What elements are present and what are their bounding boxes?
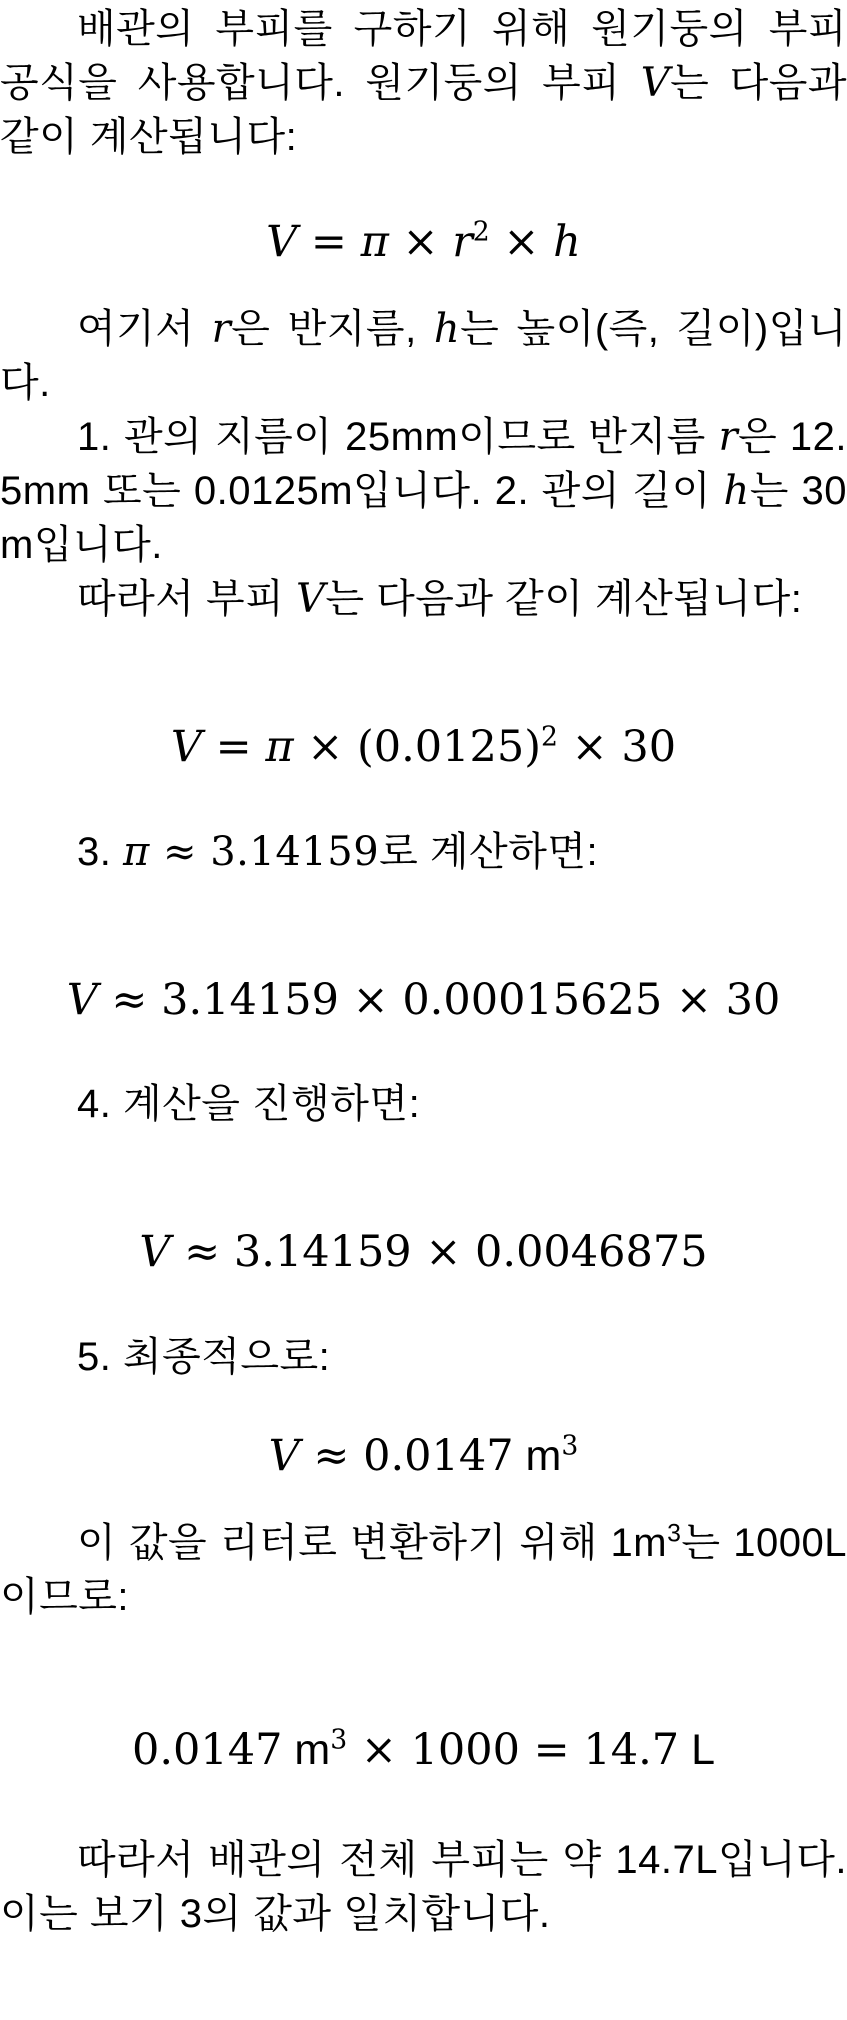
math-number: 3.14159 (233, 1227, 412, 1278)
formula-pi-expansion (0, 974, 847, 1028)
math-operator: × (338, 974, 403, 1025)
text-run: 는 30m입니다. (0, 468, 847, 567)
math-variable: π (265, 721, 294, 772)
math-variable: h (723, 467, 750, 514)
math-operator: × (489, 217, 554, 267)
text-run: 은 12.5mm 또는 0.0125m입니다. 2. 관의 길이 (0, 414, 847, 513)
superscript: 3 (330, 1724, 348, 1756)
math-operator: ≈ (299, 1431, 364, 1481)
math-number: 0.0147 (131, 1724, 283, 1775)
math-number: 0.0125 (373, 721, 525, 772)
math-operator: ≈ (149, 828, 211, 875)
math-number: 0.00015625 (402, 974, 663, 1025)
math-operator: = (201, 721, 266, 772)
formula-substitution (0, 721, 847, 775)
math-variable: h (433, 305, 461, 352)
paragraph-conclusion (0, 1833, 847, 1941)
text-run: 는 다음과 같이 계산됩니다: (0, 61, 847, 159)
math-operator: × (388, 217, 453, 267)
text-run: 1. 관의 지름이 25mm이므로 반지름 (77, 414, 719, 459)
math-operator: ≈ (97, 974, 162, 1025)
formula-multiplication (0, 1226, 847, 1280)
superscript: 3 (561, 1430, 579, 1462)
math-number: 0.0147 (363, 1431, 514, 1481)
text-run: 는 다음과 같이 계산됩니다: (325, 576, 803, 621)
math-operator: ) (524, 721, 542, 772)
math-operator: = (520, 1724, 584, 1775)
math-operator: × (662, 974, 726, 1025)
superscript: 2 (541, 721, 558, 753)
math-number: 30 (621, 721, 677, 772)
math-variable: V (170, 721, 202, 772)
math-unit: m (513, 1432, 562, 1480)
paragraph-step-4 (0, 1077, 847, 1131)
math-number: 14.7 (583, 1724, 680, 1775)
math-operator: = (297, 217, 361, 267)
math-variable: h (553, 217, 581, 267)
math-unit: m (282, 1725, 331, 1774)
text-run: 여기서 (77, 306, 212, 351)
text-run: 5. 최종적으로: (77, 1335, 331, 1379)
text-run: 3. (77, 829, 123, 874)
text-run: 는 1000L이므로: (0, 1520, 847, 1619)
math-number: 3.14159 (210, 828, 380, 875)
math-operator: ≈ (170, 1227, 234, 1278)
math-variable: V (640, 60, 671, 106)
superscript: 2 (472, 216, 490, 248)
text-run: 로 계산하면: (379, 829, 599, 874)
text-run: 은 반지름, (231, 306, 434, 351)
text-run: 따라서 배관의 전체 부피는 약 14.7L입니다. 이는 보기 3의 값과 일치합니다. (0, 1837, 847, 1936)
text-run: 는 높이(즉, 길이)입니다. (0, 306, 847, 405)
text-run: 4. 계산을 진행하면: (77, 1082, 421, 1127)
text-run: 따라서 부피 (77, 576, 296, 621)
math-number: 1000 (410, 1724, 521, 1775)
paragraph-step-5 (0, 1330, 847, 1384)
math-variable: r (211, 305, 232, 352)
math-number: 0.0046875 (475, 1227, 708, 1278)
text-run: 이 값을 리터로 변환하기 위해 1m (77, 1520, 668, 1565)
math-number: 3.14159 (161, 974, 339, 1025)
math-variable: V (266, 217, 298, 267)
math-variable: π (122, 828, 150, 875)
math-variable: V (139, 1227, 171, 1278)
math-operator: × (557, 721, 622, 772)
formula-volume-result (0, 1430, 847, 1484)
formula-cylinder-volume (0, 216, 847, 270)
math-unit: L (679, 1725, 716, 1774)
paragraph-steps-1-2 (0, 410, 847, 572)
paragraph-therefore (0, 572, 847, 626)
math-operator: × (411, 1227, 476, 1278)
math-variable: π (360, 217, 389, 267)
math-variable: V (268, 1431, 300, 1481)
math-operator: × (347, 1724, 411, 1775)
math-variable: r (718, 413, 739, 460)
math-variable: V (66, 974, 98, 1025)
text-run: 배관의 부피를 구하기 위해 원기둥의 부피 공식을 사용합니다. 원기둥의 부피 (0, 7, 847, 105)
superscript: 3 (667, 1520, 682, 1548)
paragraph-variables (0, 302, 847, 410)
math-operator: × ( (293, 721, 374, 772)
math-variable: V (295, 575, 326, 622)
paragraph-intro (0, 2, 847, 164)
formula-liter-result (0, 1724, 847, 1778)
math-variable: r (452, 217, 473, 267)
paragraph-liter-conversion (0, 1516, 847, 1624)
paragraph-step-3 (0, 825, 847, 879)
math-number: 30 (725, 974, 781, 1025)
